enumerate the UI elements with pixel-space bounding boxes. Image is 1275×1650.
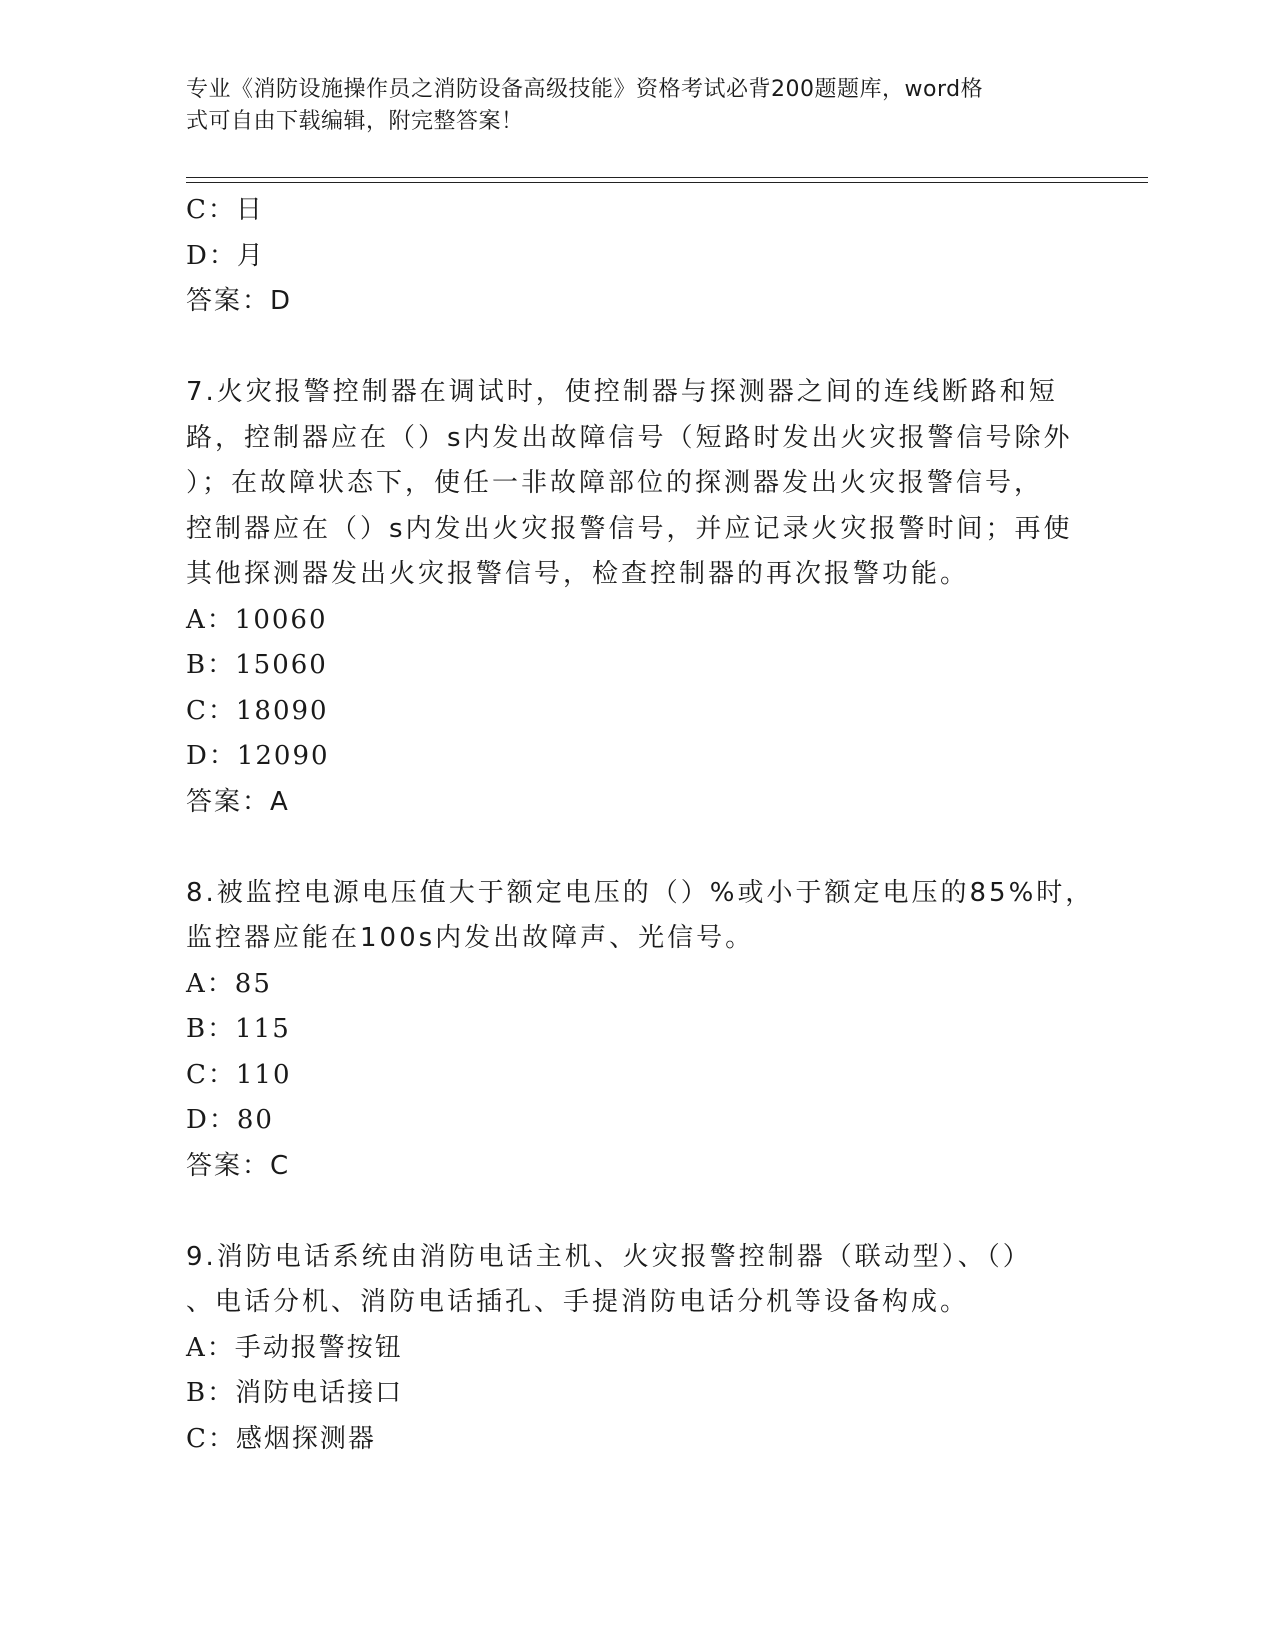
option-a: A：85 — [186, 968, 272, 999]
option-b: B：15060 — [186, 650, 328, 680]
spacer — [186, 825, 1086, 871]
option-c: C：18090 — [186, 695, 329, 726]
answer-line: 答案：A — [186, 786, 290, 817]
header-divider-top — [186, 177, 1148, 178]
header-divider-bottom — [186, 182, 1148, 183]
option-d: D：80 — [186, 1105, 274, 1135]
previous-question-tail — [186, 188, 1086, 325]
question-text-line: 、电话分机、消防电话插孔、手提消防电话分机等设备构成。 — [186, 1287, 970, 1317]
header-line-2: 式可自由下载编辑，附完整答案！ — [186, 109, 524, 134]
document-header — [186, 74, 1066, 138]
question-text-line: 9.消防电话系统由消防电话主机、火灾报警控制器（联动型）、（） — [186, 1241, 1032, 1272]
question-text-line: 路，控制器应在（）s内发出故障信号（短路时发出火灾报警信号除外 — [186, 422, 1073, 453]
answer-line: 答案：D — [186, 286, 293, 316]
header-line-1: 专业《消防设施操作员之消防设备高级技能》资格考试必背200题题库，word格 — [186, 77, 984, 102]
option-c: C：感烟探测器 — [186, 1423, 376, 1454]
option-d: D：12090 — [186, 741, 330, 771]
question-text-line: 8.被监控电源电压值大于额定电压的（）%或小于额定电压的85%时， — [186, 877, 1095, 908]
answer-line: 答案：C — [186, 1150, 291, 1181]
question-text-line: 控制器应在（）s内发出火灾报警信号，并应记录火灾报警时间；再使 — [186, 513, 1073, 544]
option-b: B：115 — [186, 1014, 291, 1044]
option-c: C：日 — [186, 195, 264, 225]
option-a: A：手动报警按钮 — [186, 1332, 403, 1363]
option-c: C：110 — [186, 1059, 292, 1090]
question-text-line: 监控器应能在100s内发出故障声、光信号。 — [186, 923, 755, 953]
question-text-line: ）；在故障状态下，使任一非故障部位的探测器发出火灾报警信号， — [186, 468, 1044, 498]
spacer — [186, 325, 1086, 371]
option-b: B：消防电话接口 — [186, 1378, 404, 1408]
question-text-line: 7.火灾报警控制器在调试时，使控制器与探测器之间的连线断路和短 — [186, 377, 1058, 407]
question-9 — [186, 1235, 1086, 1326]
option-d: D：月 — [186, 240, 265, 271]
option-a: A：10060 — [186, 604, 328, 635]
spacer — [186, 1189, 1086, 1235]
question-8 — [186, 871, 1095, 962]
question-text-line: 其他探测器发出火灾报警信号，检查控制器的再次报警功能。 — [186, 559, 970, 589]
question-7 — [186, 370, 1086, 598]
document-body — [186, 188, 1095, 1462]
